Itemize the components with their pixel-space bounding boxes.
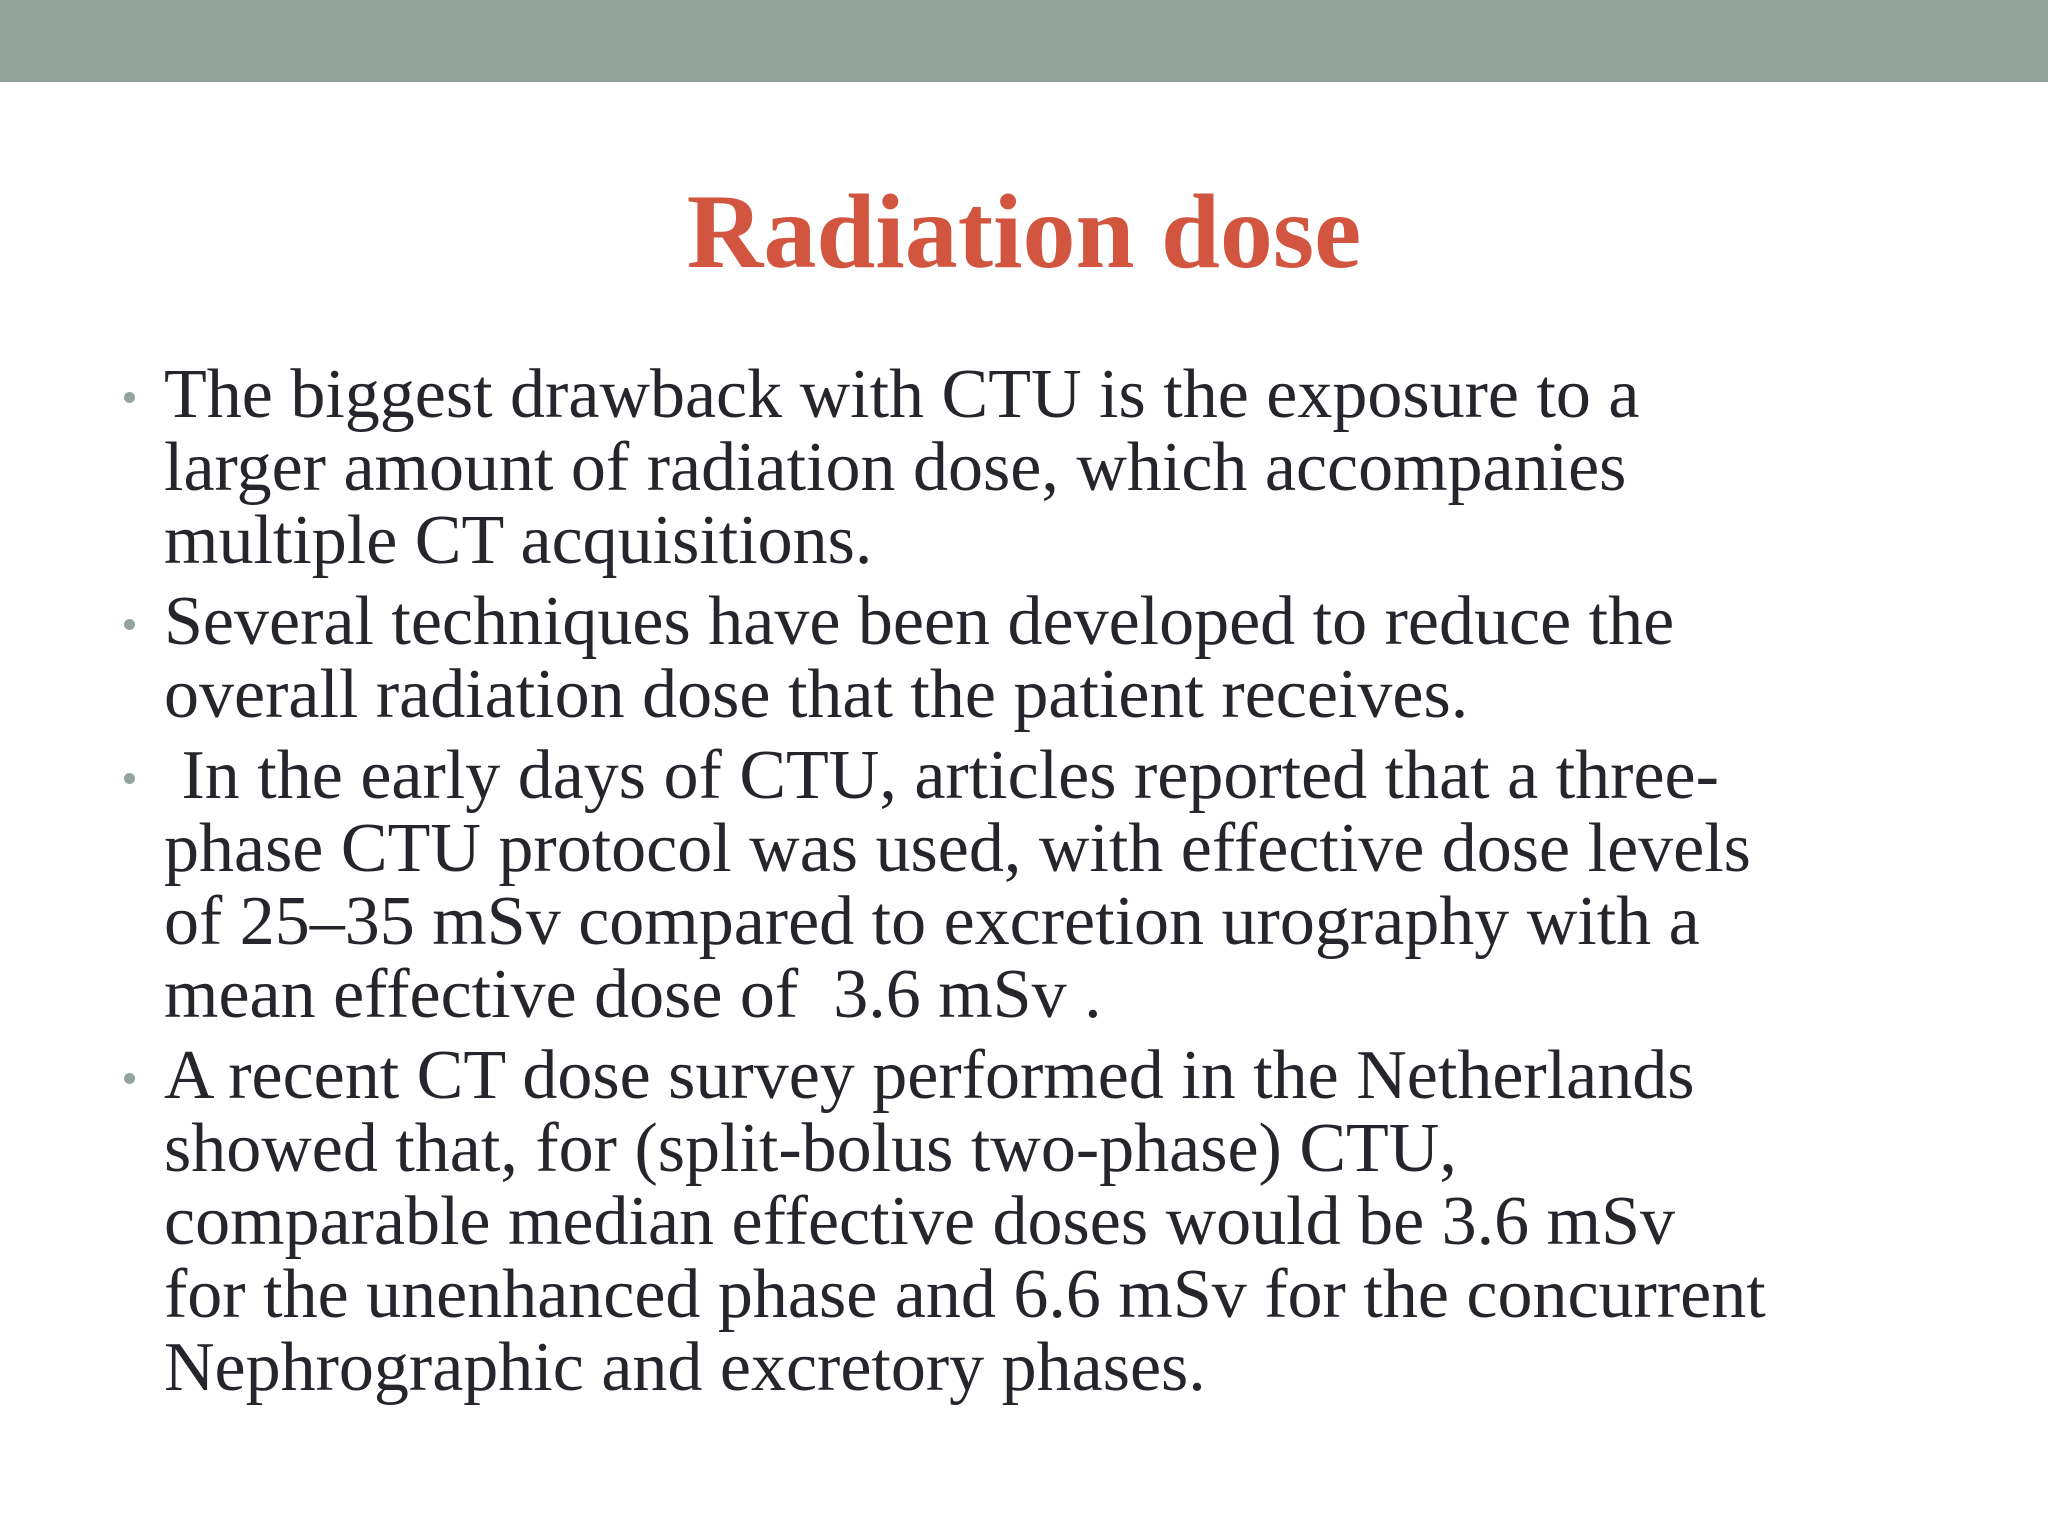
bullet-item [110, 358, 2010, 577]
bullet-dot-icon [124, 1073, 135, 1084]
bullet-text: Several techniques have been developed to reduce the overall radiation dose that the patient receives. [164, 583, 1675, 733]
bullet-text: A recent CT dose survey performed in the Netherlands showed that, for (split-bolus two-phase) CTU, comparable median effective doses would be 3.6 mSv for the unenhanced phase and 6.6 mSv for the concurrent Nephrographic and excretory phases. [164, 1037, 1766, 1406]
bullet-dot-icon [124, 392, 135, 403]
bullet-dot-icon [124, 619, 135, 630]
bullet-item [110, 585, 2010, 731]
bullet-item [110, 739, 2010, 1031]
top-accent-bar [0, 0, 2048, 82]
bullet-item [110, 1039, 2010, 1404]
slide-title: Radiation dose [686, 173, 1362, 290]
bullet-text: In the early days of CTU, articles reported that a three- phase CTU protocol was used, with effective dose levels of 25–35 mSv compared to excretion urography with a mean effective dose of 3.6 mSv . [164, 737, 1751, 1033]
bullet-list [110, 358, 2010, 1412]
bullet-dot-icon [124, 773, 135, 784]
bullet-text: The biggest drawback with CTU is the exposure to a larger amount of radiation dose, which accompanies multiple CT acquisitions. [164, 356, 1640, 579]
